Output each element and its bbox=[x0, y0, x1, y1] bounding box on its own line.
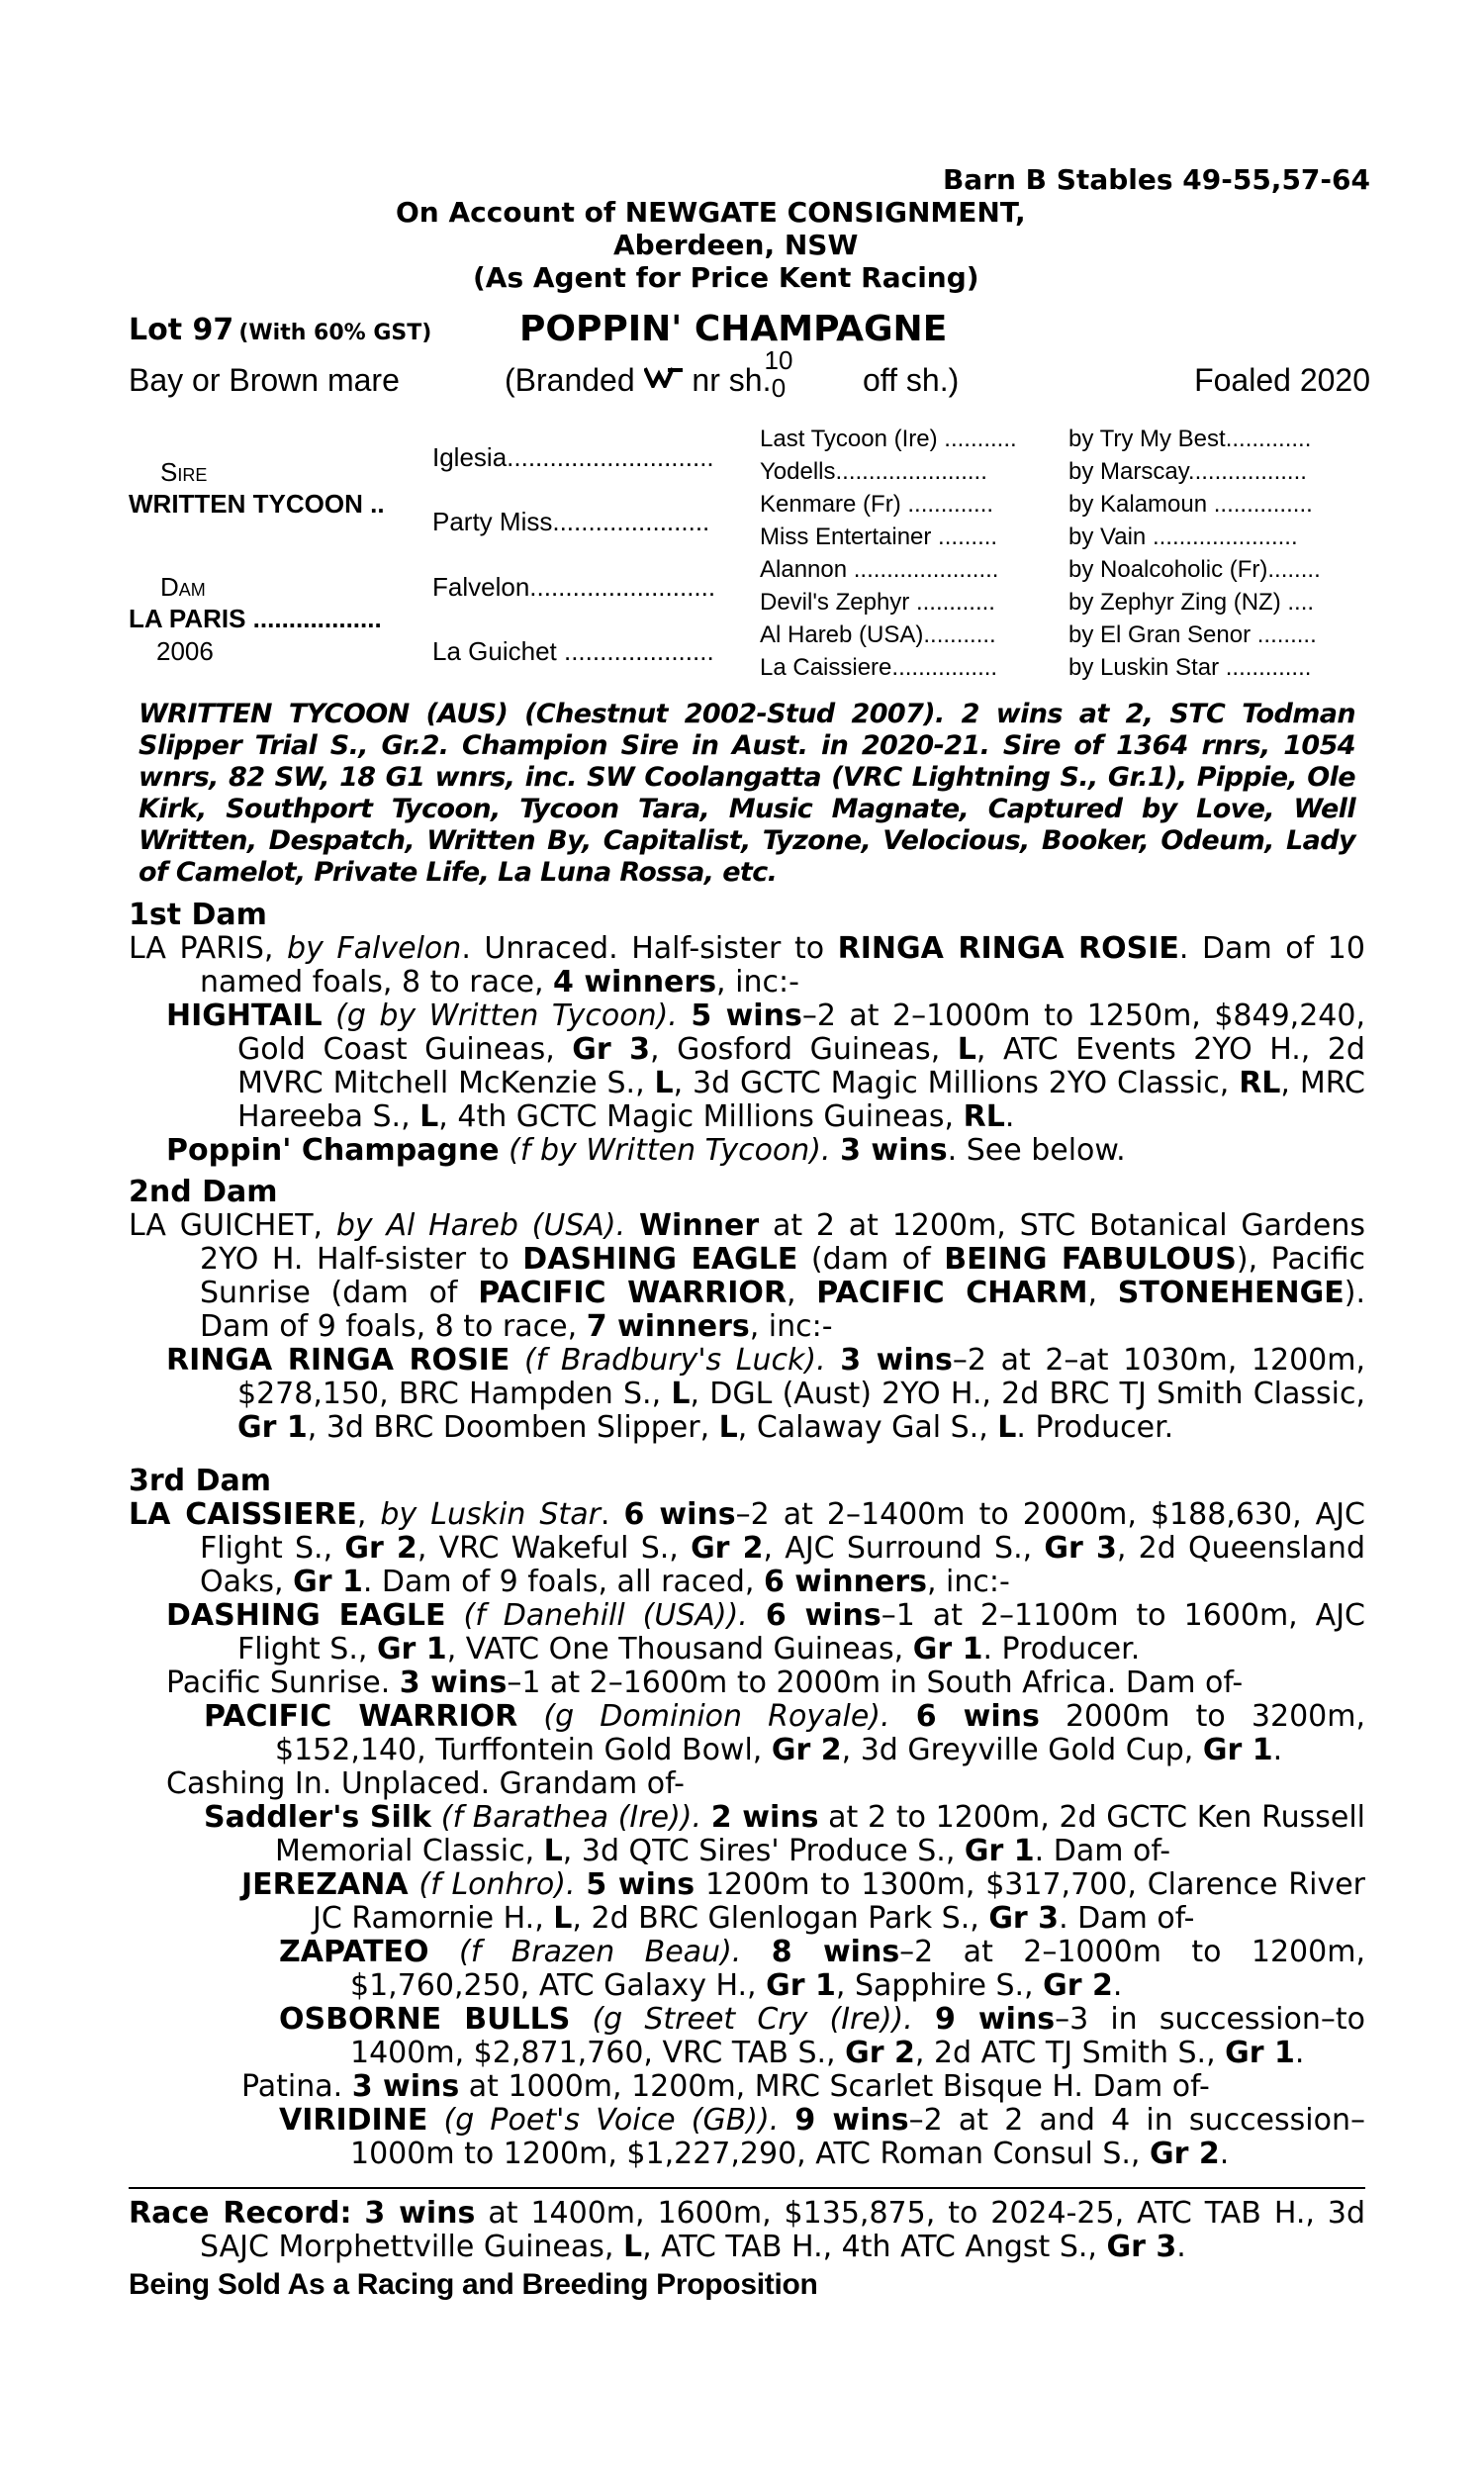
gg-1-by: by Try My Best............. bbox=[1068, 426, 1312, 452]
gg-4-by: by Vain ...................... bbox=[1068, 523, 1298, 550]
sire-summary: WRITTEN TYCOON (AUS) (Chestnut 2002-Stud 2007). 2 wins at 2, STC Todman Slipper Trial S., Gr.2. Champion Sire in Aust. in 2020-21. Sire of 1364 rnrs, 1054 wnrs, 82 SW, 18 G1 wnrs, inc. SW Coolangatta (VRC Lightning S., Gr.1), Pippie, Ole Kirk, Southport Tycoon, Tycoon Tara, Music Magnate, Captured by Love, Well Written, Despatch, Written By, Capitalist, Tyzone, Velocious, Booker, Odeum, Lady of Camelot, Private Life, La Luna Rossa, etc. bbox=[139, 699, 1355, 888]
third-dam-heading: 3rd Dam bbox=[129, 1464, 271, 1498]
hightail-entry: HIGHTAIL (g by Written Tycoon). 5 wins–2 at 2–1000m to 1250m, $849,240, Gold Coast Guineas, Gr 3, Gosford Guineas, L, ATC Events 2YO H., 2d MVRC Mitchell McKenzie S., L, 3d GCTC Magic Millions 2YO Classic, RL, MRC Hareeba S., L, 4th GCTC Magic Millions Guineas, RL. bbox=[166, 999, 1365, 1134]
brand-mark-icon bbox=[644, 366, 684, 388]
foaled-year: Foaled 2020 bbox=[1194, 362, 1370, 398]
second-dam-heading: 2nd Dam bbox=[129, 1175, 278, 1209]
first-dam-para: LA PARIS, by Falvelon. Unraced. Half-sister to RINGA RINGA ROSIE. Dam of 10 named foals, 8 to race, 4 winners, inc:- bbox=[129, 931, 1365, 999]
divider-line bbox=[129, 2187, 1365, 2189]
dam-year: 2006 bbox=[156, 636, 214, 666]
osborne-bulls-entry: OSBORNE BULLS (g Street Cry (Ire)). 9 wins–3 in succession–to 1400m, $2,871,760, VRC TAB S., Gr 2, 2d ATC TJ Smith S., Gr 1. bbox=[279, 2002, 1365, 2070]
granddam-sire: Party Miss...................... bbox=[432, 507, 710, 536]
gg-3-by: by Kalamoun ............... bbox=[1068, 491, 1313, 518]
second-dam-section bbox=[129, 1176, 1365, 1445]
horse-description: Bay or Brown mare bbox=[129, 362, 400, 398]
pacific-warrior-entry: PACIFIC WARRIOR (g Dominion Royale). 6 wins 2000m to 3200m, $152,140, Turffontein Gold Bowl, Gr 2, 3d Greyville Gold Cup, Gr 1. bbox=[204, 1699, 1366, 1767]
patina-entry: Patina. 3 wins at 1000m, 1200m, MRC Scarlet Bisque H. Dam of- bbox=[241, 2069, 1210, 2104]
dam-label: Dam bbox=[160, 572, 206, 602]
sale-footer: Being Sold As a Racing and Breeding Proposition bbox=[129, 2268, 818, 2301]
brand-fraction: 10 0 bbox=[764, 345, 793, 403]
rosie-entry: RINGA RINGA ROSIE (f Bradbury's Luck). 3 wins–2 at 2–at 1030m, 1200m, $278,150, BRC Hampden S., L, DGL (Aust) 2YO H., 2d BRC TJ Smith Classic, Gr 1, 3d BRC Doomben Slipper, L, Calaway Gal S., L. Producer. bbox=[166, 1343, 1365, 1445]
sire-label: Sire bbox=[160, 457, 208, 487]
brand-info: (Branded nr sh. bbox=[505, 362, 772, 398]
gg-8: La Caissiere................ bbox=[760, 654, 998, 681]
sire-name: WRITTEN TYCOON .. bbox=[129, 489, 385, 519]
race-record: Race Record: 3 wins at 1400m, 1600m, $135,875, to 2024-25, ATC TAB H., 3d SAJC Morphettville Guineas, L, ATC TAB H., 4th ATC Angst S., Gr 3. bbox=[129, 2196, 1366, 2264]
gg-6-by: by Zephyr Zing (NZ) .... bbox=[1068, 589, 1315, 616]
stables-line: Barn B Stables 49-55,57-64 bbox=[942, 163, 1370, 196]
jerezana-entry: JEREZANA (f Lonhro). 5 wins 1200m to 1300m, $317,700, Clarence River JC Ramornie H., L, 2d BRC Glenlogan Park S., Gr 3. Dam of- bbox=[241, 1867, 1365, 1936]
gg-2: Yodells....................... bbox=[760, 458, 987, 485]
gg-3: Kenmare (Fr) ............. bbox=[760, 491, 994, 518]
agent-line: (As Agent for Price Kent Racing) bbox=[473, 261, 979, 294]
lot-horse-name: POPPIN' CHAMPAGNE bbox=[519, 309, 948, 349]
brand-suffix: off sh.) bbox=[863, 362, 960, 398]
grandsire-sire: Iglesia............................. bbox=[432, 442, 714, 472]
poppin-entry: Poppin' Champagne (f by Written Tycoon). 3 wins. See below. bbox=[166, 1133, 1126, 1168]
dam-name: LA PARIS .................. bbox=[129, 604, 382, 633]
first-dam-section bbox=[129, 899, 1365, 1168]
zapateo-entry: ZAPATEO (f Brazen Beau). 8 wins–2 at 2–1000m to 1200m, $1,760,250, ATC Galaxy H., Gr 1, Sapphire S., Gr 2. bbox=[279, 1935, 1365, 2003]
second-dam-para: LA GUICHET, by Al Hareb (USA). Winner at 2 at 1200m, STC Botanical Gardens 2YO H. Half-sister to DASHING EAGLE (dam of BEING FABULOUS), Pacific Sunrise (dam of PACIFIC WARRIOR, PACIFIC CHARM, STONEHENGE). Dam of 9 foals, 8 to race, 7 winners, inc:- bbox=[129, 1208, 1366, 1344]
location-line: Aberdeen, NSW bbox=[613, 229, 859, 261]
cashing-in-entry: Cashing In. Unplaced. Grandam of- bbox=[166, 1766, 685, 1801]
lot-number: Lot 97 (With 60% GST) bbox=[129, 313, 432, 347]
gg-6: Devil's Zephyr ............ bbox=[760, 589, 995, 616]
gg-2-by: by Marscay.................. bbox=[1068, 458, 1307, 485]
saddlers-silk-entry: Saddler's Silk (f Barathea (Ire)). 2 wins at 2 to 1200m, 2d GCTC Ken Russell Memorial Classic, L, 3d QTC Sires' Produce S., Gr 1. Dam of- bbox=[204, 1800, 1365, 1868]
first-dam-heading: 1st Dam bbox=[129, 898, 267, 932]
grandsire-dam: Falvelon.......................... bbox=[432, 572, 716, 602]
gg-4: Miss Entertainer ......... bbox=[760, 523, 998, 550]
third-dam-para: LA CAISSIERE, by Luskin Star. 6 wins–2 at 2–1400m to 2000m, $188,630, AJC Flight S., Gr 2, VRC Wakeful S., Gr 2, AJC Surround S., Gr 3, 2d Queensland Oaks, Gr 1. Dam of 9 foals, all raced, 6 winners, inc:- bbox=[129, 1497, 1365, 1599]
consignor-line: On Account of NEWGATE CONSIGNMENT, bbox=[396, 196, 1026, 229]
gg-5: Alannon ...................... bbox=[760, 556, 999, 583]
gg-8-by: by Luskin Star ............. bbox=[1068, 654, 1312, 681]
race-record-section bbox=[129, 2197, 1365, 2302]
viridine-entry: VIRIDINE (g Poet's Voice (GB)). 9 wins–2 at 2 and 4 in succession–1000m to 1200m, $1,227,290, ATC Roman Consul S., Gr 2. bbox=[279, 2103, 1365, 2171]
granddam-dam: La Guichet ..................... bbox=[432, 636, 714, 666]
gg-5-by: by Noalcoholic (Fr)........ bbox=[1068, 556, 1321, 583]
gg-1: Last Tycoon (Ire) ........... bbox=[760, 426, 1017, 452]
gg-7: Al Hareb (USA)........... bbox=[760, 621, 996, 648]
gg-7-by: by El Gran Senor ......... bbox=[1068, 621, 1317, 648]
pacific-sunrise-entry: Pacific Sunrise. 3 wins–1 at 2–1600m to 2000m in South Africa. Dam of- bbox=[166, 1665, 1244, 1700]
third-dam-section bbox=[129, 1465, 1365, 2171]
dashing-eagle-entry: DASHING EAGLE (f Danehill (USA)). 6 wins–1 at 2–1100m to 1600m, AJC Flight S., Gr 1, VATC One Thousand Guineas, Gr 1. Producer. bbox=[166, 1598, 1365, 1666]
